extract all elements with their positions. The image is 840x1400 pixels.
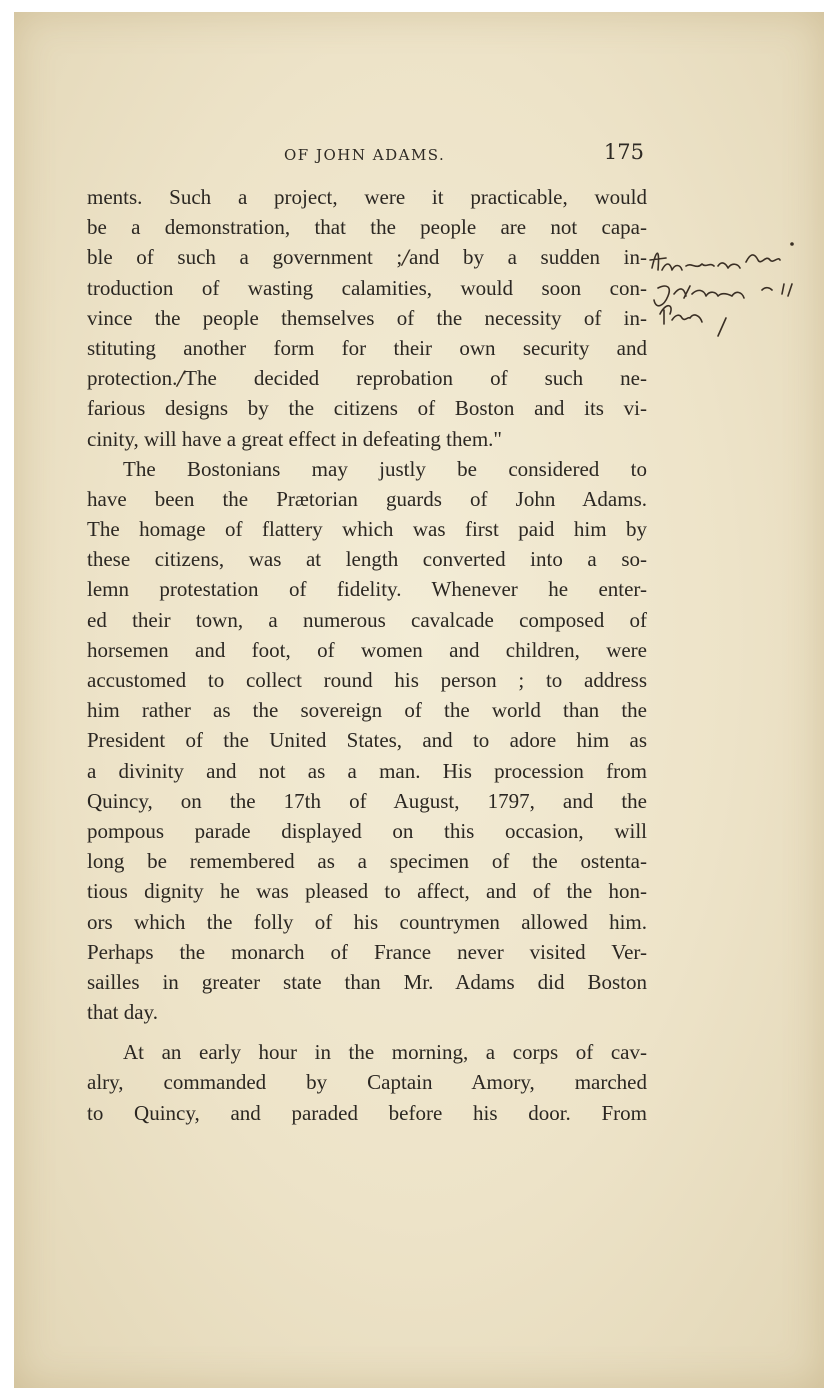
text-segment: The decided reprobation of such ne-	[184, 366, 647, 391]
text-line: vince the people themselves of the necessity of in-	[87, 305, 647, 330]
text-line: lemn protestation of fidelity. Whenever he enter-	[87, 577, 647, 602]
text-line: stituting another form for their own security and	[87, 335, 647, 360]
text-line	[87, 363, 647, 393]
text-line: be a demonstration, that the people are not capa-	[87, 215, 647, 240]
text-line: pompous parade displayed on this occasion, will	[87, 818, 647, 843]
ink-dot	[790, 242, 794, 246]
text-line: The Bostonians may justly be considered to	[123, 456, 647, 481]
page-number: 175	[603, 140, 644, 164]
handwriting-scribble-icon	[644, 232, 834, 352]
text-line: alry, commanded by Captain Amory, marched	[87, 1070, 647, 1095]
text-line: tious dignity he was pleased to affect, and of the hon-	[87, 879, 647, 904]
text-line: him rather as the sovereign of the world than the	[87, 698, 647, 723]
text-line: farious designs by the citizens of Boston and its vi-	[87, 396, 647, 421]
text-line: these citizens, was at length converted into a so-	[87, 547, 647, 572]
text-line: ed their town, a numerous cavalcade composed of	[87, 607, 647, 632]
text-line: sailles in greater state than Mr. Adams did Boston	[87, 969, 647, 994]
text-line: cinity, will have a great effect in defeating them."	[87, 426, 502, 451]
handwritten-margin-note	[644, 232, 834, 352]
text-line: Quincy, on the 17th of August, 1797, and the	[87, 788, 647, 813]
text-segment: protection.	[87, 366, 178, 391]
text-segment: ble of such a government ;	[87, 245, 403, 270]
text-line	[87, 242, 647, 272]
text-line: to Quincy, and paraded before his door. From	[87, 1100, 647, 1125]
text-line: troduction of wasting calamities, would soon con-	[87, 275, 647, 300]
text-line: long be remembered as a specimen of the ostenta-	[87, 849, 647, 874]
text-line: ors which the folly of his countrymen allowed him.	[87, 909, 647, 934]
handwritten-slash-mark: /	[402, 245, 410, 270]
running-head-title: OF JOHN ADAMS.	[284, 146, 446, 164]
text-line: accustomed to collect round his person ; to address	[87, 668, 647, 692]
text-line: At an early hour in the morning, a corps of cav-	[123, 1040, 647, 1065]
handwritten-slash-mark: /	[177, 366, 185, 391]
text-segment: and by a sudden in-	[409, 245, 647, 270]
text-line: horsemen and foot, of women and children, were	[87, 637, 647, 662]
text-line: that day.	[87, 1000, 158, 1025]
text-line: have been the Prætorian guards of John Adams.	[87, 486, 647, 511]
book-page	[14, 12, 824, 1388]
text-line: President of the United States, and to adore him as	[87, 728, 647, 753]
text-line: Perhaps the monarch of France never visited Ver-	[87, 939, 647, 964]
paragraph-gap	[87, 1027, 647, 1037]
running-head	[134, 132, 644, 168]
body-text	[87, 182, 647, 1128]
text-line: The homage of flattery which was first paid him by	[87, 517, 647, 542]
text-line: a divinity and not as a man. His procession from	[87, 758, 647, 783]
text-line: ments. Such a project, were it practicable, would	[87, 185, 647, 209]
